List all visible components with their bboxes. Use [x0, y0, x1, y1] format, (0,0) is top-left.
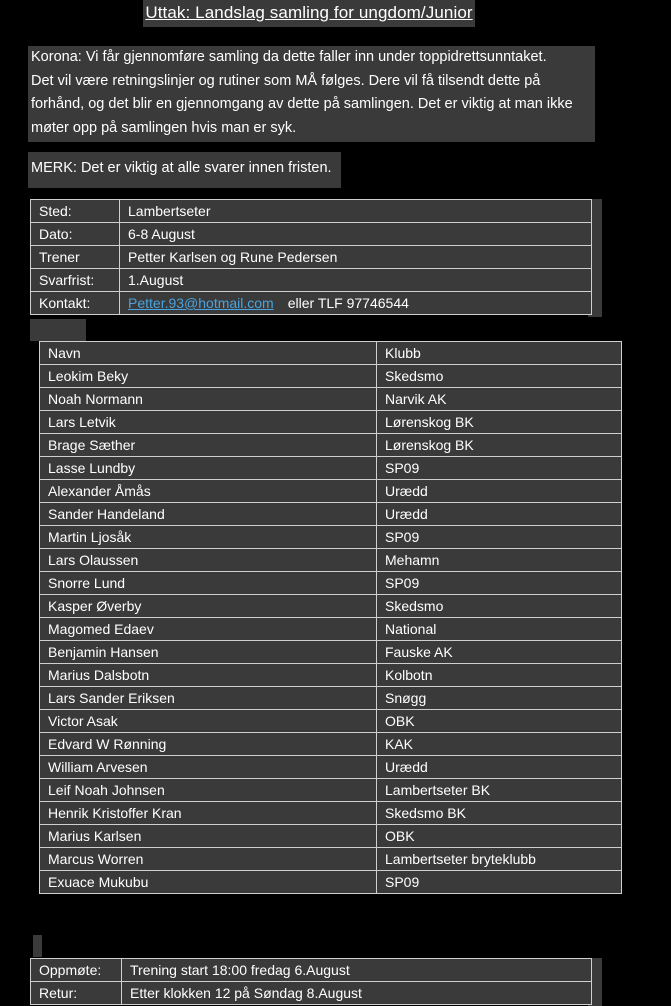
- athlete-name: William Arvesen: [40, 756, 377, 779]
- table-row: [31, 223, 592, 246]
- table-header-row: [40, 342, 622, 365]
- athlete-name: Marius Karlsen: [40, 825, 377, 848]
- column-header: Klubb: [377, 342, 622, 365]
- intro-paragraph: [28, 46, 595, 142]
- table-row: [40, 871, 622, 894]
- table-row: [40, 848, 622, 871]
- club-name: KAK: [377, 733, 622, 756]
- roster-table: [39, 341, 622, 894]
- athlete-name: Henrik Kristoffer Kran: [40, 802, 377, 825]
- athlete-name: Magomed Edaev: [40, 618, 377, 641]
- athlete-name: Lars Letvik: [40, 411, 377, 434]
- club-name: OBK: [377, 710, 622, 733]
- club-name: Mehamn: [377, 549, 622, 572]
- info-label: Kontakt:: [31, 292, 120, 315]
- athlete-name: Lasse Lundby: [40, 457, 377, 480]
- athlete-name: Noah Normann: [40, 388, 377, 411]
- athlete-name: Brage Sæther: [40, 434, 377, 457]
- athlete-name: Edvard W Rønning: [40, 733, 377, 756]
- note-paragraph: MERK: Det er viktig at alle svarer innen fristen.: [28, 152, 341, 188]
- club-name: Kolbotn: [377, 664, 622, 687]
- athlete-name: Alexander Åmås: [40, 480, 377, 503]
- email-link[interactable]: Petter.93@hotmail.com: [128, 295, 274, 311]
- text-highlight: [33, 935, 42, 957]
- athlete-name: Victor Asak: [40, 710, 377, 733]
- table-row: [40, 503, 622, 526]
- club-name: Lørenskog BK: [377, 411, 622, 434]
- club-name: Urædd: [377, 503, 622, 526]
- club-name: Lambertseter BK: [377, 779, 622, 802]
- table-row: [40, 457, 622, 480]
- club-name: Skedsmo: [377, 595, 622, 618]
- table-row: [40, 756, 622, 779]
- club-name: SP09: [377, 871, 622, 894]
- table-row: [40, 825, 622, 848]
- intro-line: Korona: Vi får gjennomføre samling da dette faller inn under toppidrettsunntaket.: [31, 49, 547, 65]
- table-row: [40, 710, 622, 733]
- club-name: National: [377, 618, 622, 641]
- table-row: [40, 664, 622, 687]
- column-header: Navn: [40, 342, 377, 365]
- document-title: Uttak: Landslag samling for ungdom/Junior: [145, 3, 473, 22]
- club-name: SP09: [377, 457, 622, 480]
- intro-line: forhånd, og det blir en gjennomgang av dette på samlingen. Det er viktig at man ikke: [31, 96, 573, 112]
- athlete-name: Kasper Øverby: [40, 595, 377, 618]
- table-row: [31, 982, 592, 1005]
- athlete-name: Leif Noah Johnsen: [40, 779, 377, 802]
- table-row: [40, 434, 622, 457]
- table-row: [31, 246, 592, 269]
- contact-cell: [120, 292, 592, 315]
- table-row: [40, 572, 622, 595]
- schedule-label: Retur:: [31, 982, 122, 1005]
- athlete-name: Marcus Worren: [40, 848, 377, 871]
- intro-line: møter opp på samlingen hvis man er syk.: [31, 119, 297, 136]
- title-bar: [143, 0, 475, 27]
- table-row: [40, 526, 622, 549]
- club-name: Skedsmo BK: [377, 802, 622, 825]
- table-row: [31, 200, 592, 223]
- info-value: 1.August: [120, 269, 592, 292]
- info-value: Petter Karlsen og Rune Pedersen: [120, 246, 592, 269]
- table-row: [40, 802, 622, 825]
- schedule-value: Etter klokken 12 på Søndag 8.August: [122, 982, 592, 1005]
- info-label: Dato:: [31, 223, 120, 246]
- athlete-name: Exuace Mukubu: [40, 871, 377, 894]
- club-name: Lørenskog BK: [377, 434, 622, 457]
- info-value: 6-8 August: [120, 223, 592, 246]
- table-row: [40, 687, 622, 710]
- info-label: Sted:: [31, 200, 120, 223]
- intro-line: Det vil være retningslinjer og rutiner som MÅ følges. Dere vil få tilsendt dette på: [31, 72, 541, 89]
- table-row: [40, 779, 622, 802]
- club-name: Skedsmo: [377, 365, 622, 388]
- club-name: Lambertseter bryteklubb: [377, 848, 622, 871]
- club-name: Urædd: [377, 480, 622, 503]
- athlete-name: Snorre Lund: [40, 572, 377, 595]
- athlete-name: Lars Olaussen: [40, 549, 377, 572]
- table-row: [40, 365, 622, 388]
- table-row: [40, 411, 622, 434]
- athlete-name: Marius Dalsbotn: [40, 664, 377, 687]
- text-highlight: [30, 319, 86, 341]
- club-name: SP09: [377, 526, 622, 549]
- club-name: OBK: [377, 825, 622, 848]
- info-label: Trener: [31, 246, 120, 269]
- athlete-name: Leokim Beky: [40, 365, 377, 388]
- phone-text: eller TLF 97746544: [287, 295, 409, 311]
- athlete-name: Benjamin Hansen: [40, 641, 377, 664]
- athlete-name: Martin Ljosåk: [40, 526, 377, 549]
- table-row: [31, 959, 592, 982]
- table-row: [31, 292, 592, 315]
- info-value: Lambertseter: [120, 200, 592, 223]
- club-name: SP09: [377, 572, 622, 595]
- table-row: [40, 480, 622, 503]
- info-label: Svarfrist:: [31, 269, 120, 292]
- table-row: [40, 549, 622, 572]
- schedule-label: Oppmøte:: [31, 959, 122, 982]
- athlete-name: Sander Handeland: [40, 503, 377, 526]
- table-row: [40, 641, 622, 664]
- athlete-name: Lars Sander Eriksen: [40, 687, 377, 710]
- club-name: Urædd: [377, 756, 622, 779]
- club-name: Fauske AK: [377, 641, 622, 664]
- info-table: [30, 199, 592, 315]
- club-name: Snøgg: [377, 687, 622, 710]
- table-row: [31, 269, 592, 292]
- schedule-value: Trening start 18:00 fredag 6.August: [122, 959, 592, 982]
- schedule-table: [30, 958, 592, 1005]
- table-row: [40, 618, 622, 641]
- club-name: Narvik AK: [377, 388, 622, 411]
- table-row: [40, 595, 622, 618]
- table-row: [40, 388, 622, 411]
- table-row: [40, 733, 622, 756]
